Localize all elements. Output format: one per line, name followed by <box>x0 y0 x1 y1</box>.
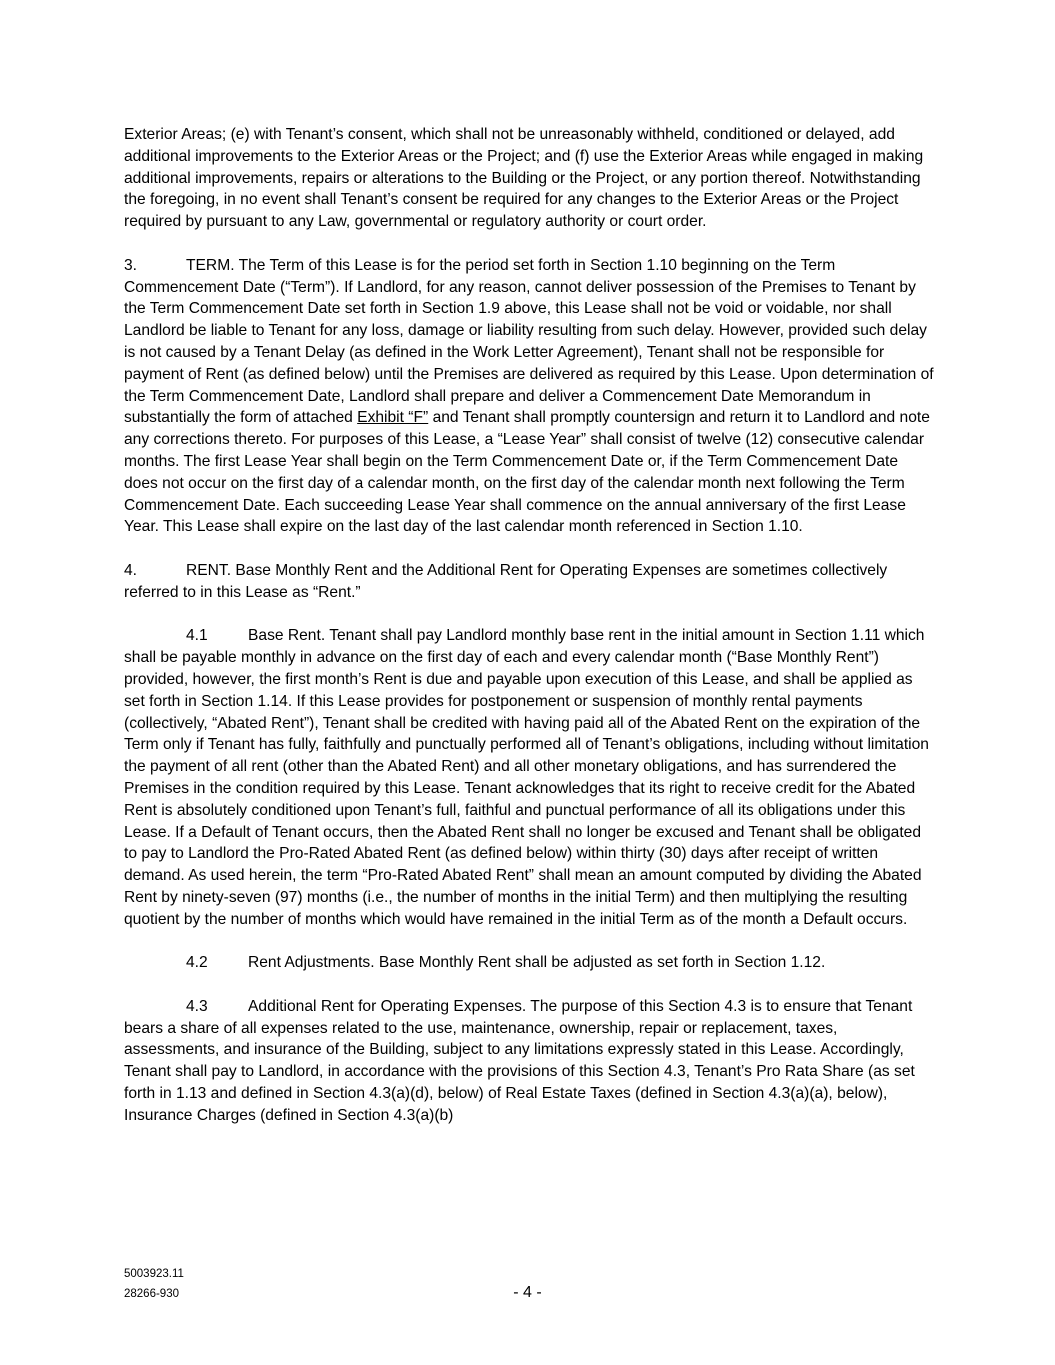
section-4-2-number: 4.2 <box>186 954 208 972</box>
paragraph-exterior-areas-continuation: Exterior Areas; (e) with Tenant’s consent, which shall not be unreasonably withheld, conditioned or delayed, add additional improvements to the Exterior Areas or the Project; and (f) use the Exterior Areas while engaged in making additional improvements, repairs or alterations to the Building or the Project, or any portion thereof. Notwithstanding the foregoing, in no event shall Tenant’s consent be required for any changes to the Exterior Areas or the Project required by pursuant to any Law, governmental or regulatory authority or court order. <box>124 126 924 231</box>
section-4-1-number: 4.1 <box>186 627 208 645</box>
section-4-3-number: 4.3 <box>186 997 208 1015</box>
section-4-3-heading: Additional Rent for Operating Expenses <box>248 997 522 1015</box>
exhibit-f-reference: Exhibit “F” <box>357 409 429 427</box>
section-4-1-base-rent <box>124 625 936 930</box>
section-4-1-text: . Tenant shall pay Landlord monthly base rent in the initial amount in Section 1.11 which shall be payable monthly in advance on the first day of each and every calendar month (“Base Monthly Rent”) provided, however, the first month’s Rent is due and payable upon execution of this Lease, and shall be applied as set forth in Section 1.14. If this Lease provides for postponement or suspension of monthly rental payments (collectively, “Abated Rent”), Tenant shall be credited with having paid all of the Abated Rent on the expiration of the Term only if Tenant has fully, faithfully and punctually performed all of Tenant’s obligations, including without limitation the payment of all rent (other than the Abated Rent) and all other monetary obligations, and has surrendered the Premises in the condition required by this Lease. Tenant acknowledges that its right to receive credit for the Abated Rent is absolutely conditioned upon Tenant’s full, faithful and punctual performance of all its obligations under this Lease. If a Default of Tenant occurs, then the Abated Rent shall no longer be excused and Tenant shall be obligated to pay to Landlord the Pro-Rated Abated Rent (as defined below) within thirty (30) days after receipt of written demand. As used herein, the term “Pro-Rated Abated Rent” shall mean an amount computed by dividing the Abated Rent by ninety-seven (97) months (i.e., the number of months in the initial Term) and then multiplying the resulting quotient by the number of months which would have remained in the initial Term as of the month a Default occurs. <box>124 627 929 928</box>
section-4-1-heading: Base Rent <box>248 627 321 645</box>
section-3-term <box>124 255 936 538</box>
section-3-text-a: . The Term of this Lease is for the period set forth in Section 1.10 beginning on the Term Commencement Date (“Term”). If Landlord, for any reason, cannot deliver possession of the Premises to Tenant by the Term Commencement Date set forth in Section 1.9 above, this Lease shall not be void or voidable, nor shall Landlord be liable to Tenant for any loss, damage or liability resulting from such delay. However, provided such delay is not caused by a Tenant Delay (as defined in the Work Letter Agreement), Tenant shall not be responsible for payment of Rent (as defined below) until the Premises are delivered as required by this Lease. Upon determination of the Term Commencement Date, Landlord shall prepare and deliver a Commencement Date Memorandum in substantially the form of attached <box>124 256 934 427</box>
section-4-heading: RENT <box>186 561 227 579</box>
footer-matter-id: 28266-930 <box>124 1288 179 1300</box>
section-4-2-rent-adjustments <box>124 952 936 974</box>
section-4-number: 4. <box>124 561 138 579</box>
document-body <box>124 124 936 1148</box>
section-4-3-additional-rent <box>124 996 936 1127</box>
page-number: - 4 - <box>513 1284 542 1301</box>
footer-doc-id: 5003923.11 <box>124 1268 184 1280</box>
section-3-number: 3. <box>124 256 138 274</box>
section-3-text-b: and Tenant shall promptly countersign and return it to Landlord and note any corrections thereto. For purposes of this Lease, a “Lease Year” shall consist of twelve (12) consecutive calendar months. The first Lease Year shall begin on the Term Commencement Date or, if the Term Commencement Date does not occur on the first day of a calendar month, on the first day of the calendar month next following the Term Commencement Date. Each succeeding Lease Year shall commence on the annual anniversary of the first Lease Year. This Lease shall expire on the last day of the last calendar month referenced in Section 1.10. <box>124 409 930 536</box>
section-4-text: . Base Monthly Rent and the Additional Rent for Operating Expenses are sometimes collectively referred to in this Lease as “Rent.” <box>124 561 888 601</box>
section-4-rent <box>124 560 936 604</box>
section-4-2-text: . Base Monthly Rent shall be adjusted as set forth in Section 1.12. <box>370 954 826 972</box>
section-3-heading: TERM <box>186 256 231 274</box>
section-4-2-heading: Rent Adjustments <box>248 954 371 972</box>
section-4-3-text: . The purpose of this Section 4.3 is to ensure that Tenant bears a share of all expenses related to the use, maintenance, ownership, repair or replacement, taxes, assessments, and insurance of the Building, subject to any limitations expressly stated in this Lease. Accordingly, Tenant shall pay to Landlord, in accordance with the provisions of this Section 4.3, Tenant’s Pro Rata Share (as set forth in 1.13 and defined in Section 4.3(a)(d), below) of Real Estate Taxes (defined in Section 4.3(a)(a), below), Insurance Charges (defined in Section 4.3(a)(b) <box>124 997 915 1124</box>
